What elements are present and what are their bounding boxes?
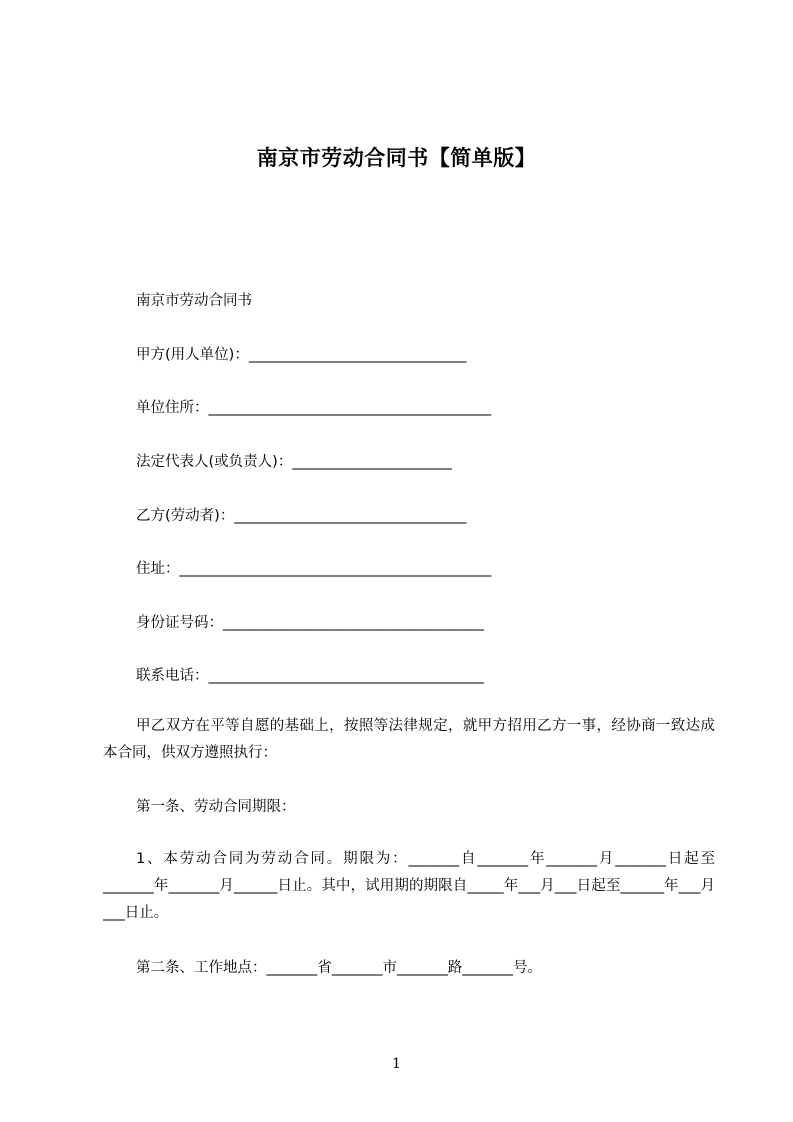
intro-paragraph: 甲乙双方在平等自愿的基础上，按照等法律规定，就甲方招用乙方一事，经协商一致达成本合同，供双方遵照执行： <box>103 718 715 761</box>
party-a-field: 甲方(用人单位)：______________________________ <box>136 347 467 363</box>
article-2: 第二条、工作地点：_______省_______市_______路_______号。 <box>136 960 542 976</box>
page-number: 1 <box>392 1056 401 1072</box>
party-b-field: 乙方(劳动者)：________________________________ <box>136 508 467 524</box>
employer-address-field: 单位住所：_______________________________________ <box>136 400 492 416</box>
residence-field: 住址：___________________________________________ <box>136 561 492 577</box>
document-title: 南京市劳动合同书【简单版】 <box>256 146 537 170</box>
article-1-title: 第一条、劳动合同期限： <box>136 799 296 815</box>
contract-heading: 南京市劳动合同书 <box>136 293 252 309</box>
legal-representative-field: 法定代表人(或负责人)：______________________ <box>136 454 452 470</box>
id-number-field: 身份证号码：____________________________________ <box>136 615 484 631</box>
phone-field: 联系电话：______________________________________ <box>136 668 484 684</box>
article-1-clause-1: 1、本劳动合同为劳动合同。期限为：_______自_______年_______月_______日起至_______年_______月______日止。其中，试用期的期限自_____年___月___日起至______年___月___日止。 <box>103 851 715 921</box>
